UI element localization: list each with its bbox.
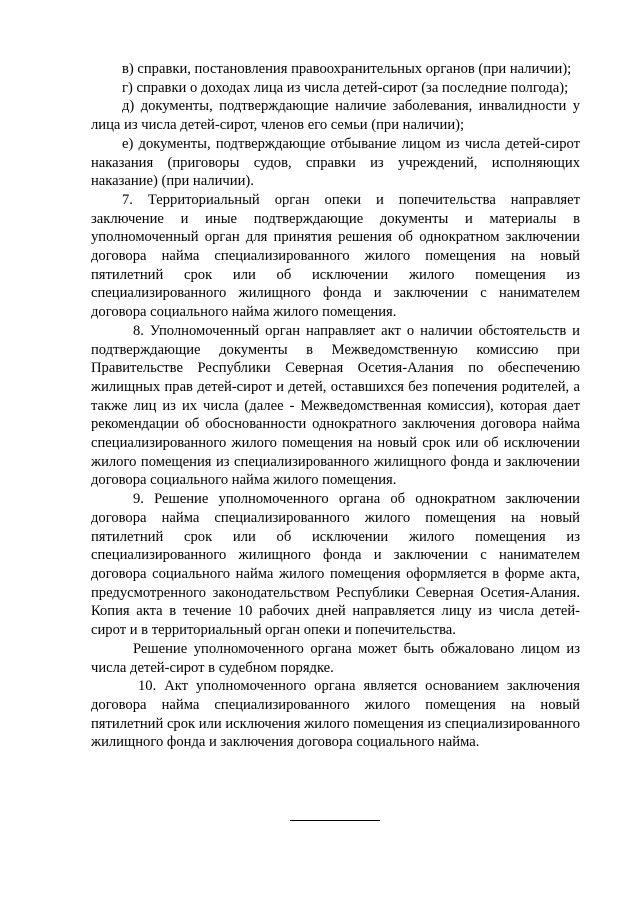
paragraph-point-9: 9. Решение уполномоченного органа об однократном заключении договора найма специализированного жилого помещения на новый пятилетний срок или об исключении жилого помещения из специализированного жилищного фонда и заключении с нанимателем договора социального найма жилого помещения оформляется в форме акта, предусмотренного законодательством Республики Северная Осетия-Алания. Копия акта в течение 10 рабочих дней направляется лицу из числа детей-сирот и в территориальный орган опеки и попечительства.	[91, 491, 580, 639]
paragraph-item-d: д) документы, подтверждающие наличие заболевания, инвалидности у лица из числа детей-сирот, членов его семьи (при наличии);	[91, 98, 580, 134]
paragraph-point-8: 8. Уполномоченный орган направляет акт о наличии обстоятельств и подтверждающие документы в Межведомственную комиссию при Правительстве Республики Северная Осетия-Алания по обеспечению жилищных прав детей-сирот и детей, оставшихся без попечения родителей, а также лиц из их числа (далее - Межведомственная комиссия), которая дает рекомендации об обоснованности однократного заключения договора найма специализированного жилого помещения на новый срок или об исключении жилого помещения из специализированного жилищного фонда и заключении договора социального найма жилого помещения.	[91, 322, 580, 489]
paragraph-appeal: Решение уполномоченного органа может быть обжаловано лицом из числа детей-сирот в судебном порядке.	[91, 640, 580, 676]
paragraph-item-e: е) документы, подтверждающие отбывание лицом из числа детей-сирот наказания (приговоры судов, справки из учреждений, исполняющих наказание) (при наличии).	[91, 135, 580, 190]
paragraph-item-g: г) справки о доходах лица из числа детей-сирот (за последние полгода);	[122, 79, 569, 96]
paragraph-point-7: 7. Территориальный орган опеки и попечительства направляет заключение и иные подтверждающие документы и материалы в уполномоченный орган для принятия решения об однократном заключении договора найма специализированного жилого помещения на новый пятилетний срок или об исключении жилого помещения из специализированного жилищного фонда и заключении с нанимателем договора социального найма жилого помещения.	[91, 191, 580, 321]
paragraph-item-v: в) справки, постановления правоохранительных органов (при наличии);	[122, 61, 572, 77]
paragraph-point-10: 10. Акт уполномоченного органа является основанием заключения договора найма специализированного жилого помещения на новый пятилетний срок или исключения жилого помещения из специализированного жилищного фонда и заключения договора социального найма.	[91, 678, 580, 751]
footer-divider	[290, 820, 380, 821]
document-page	[91, 60, 580, 752]
